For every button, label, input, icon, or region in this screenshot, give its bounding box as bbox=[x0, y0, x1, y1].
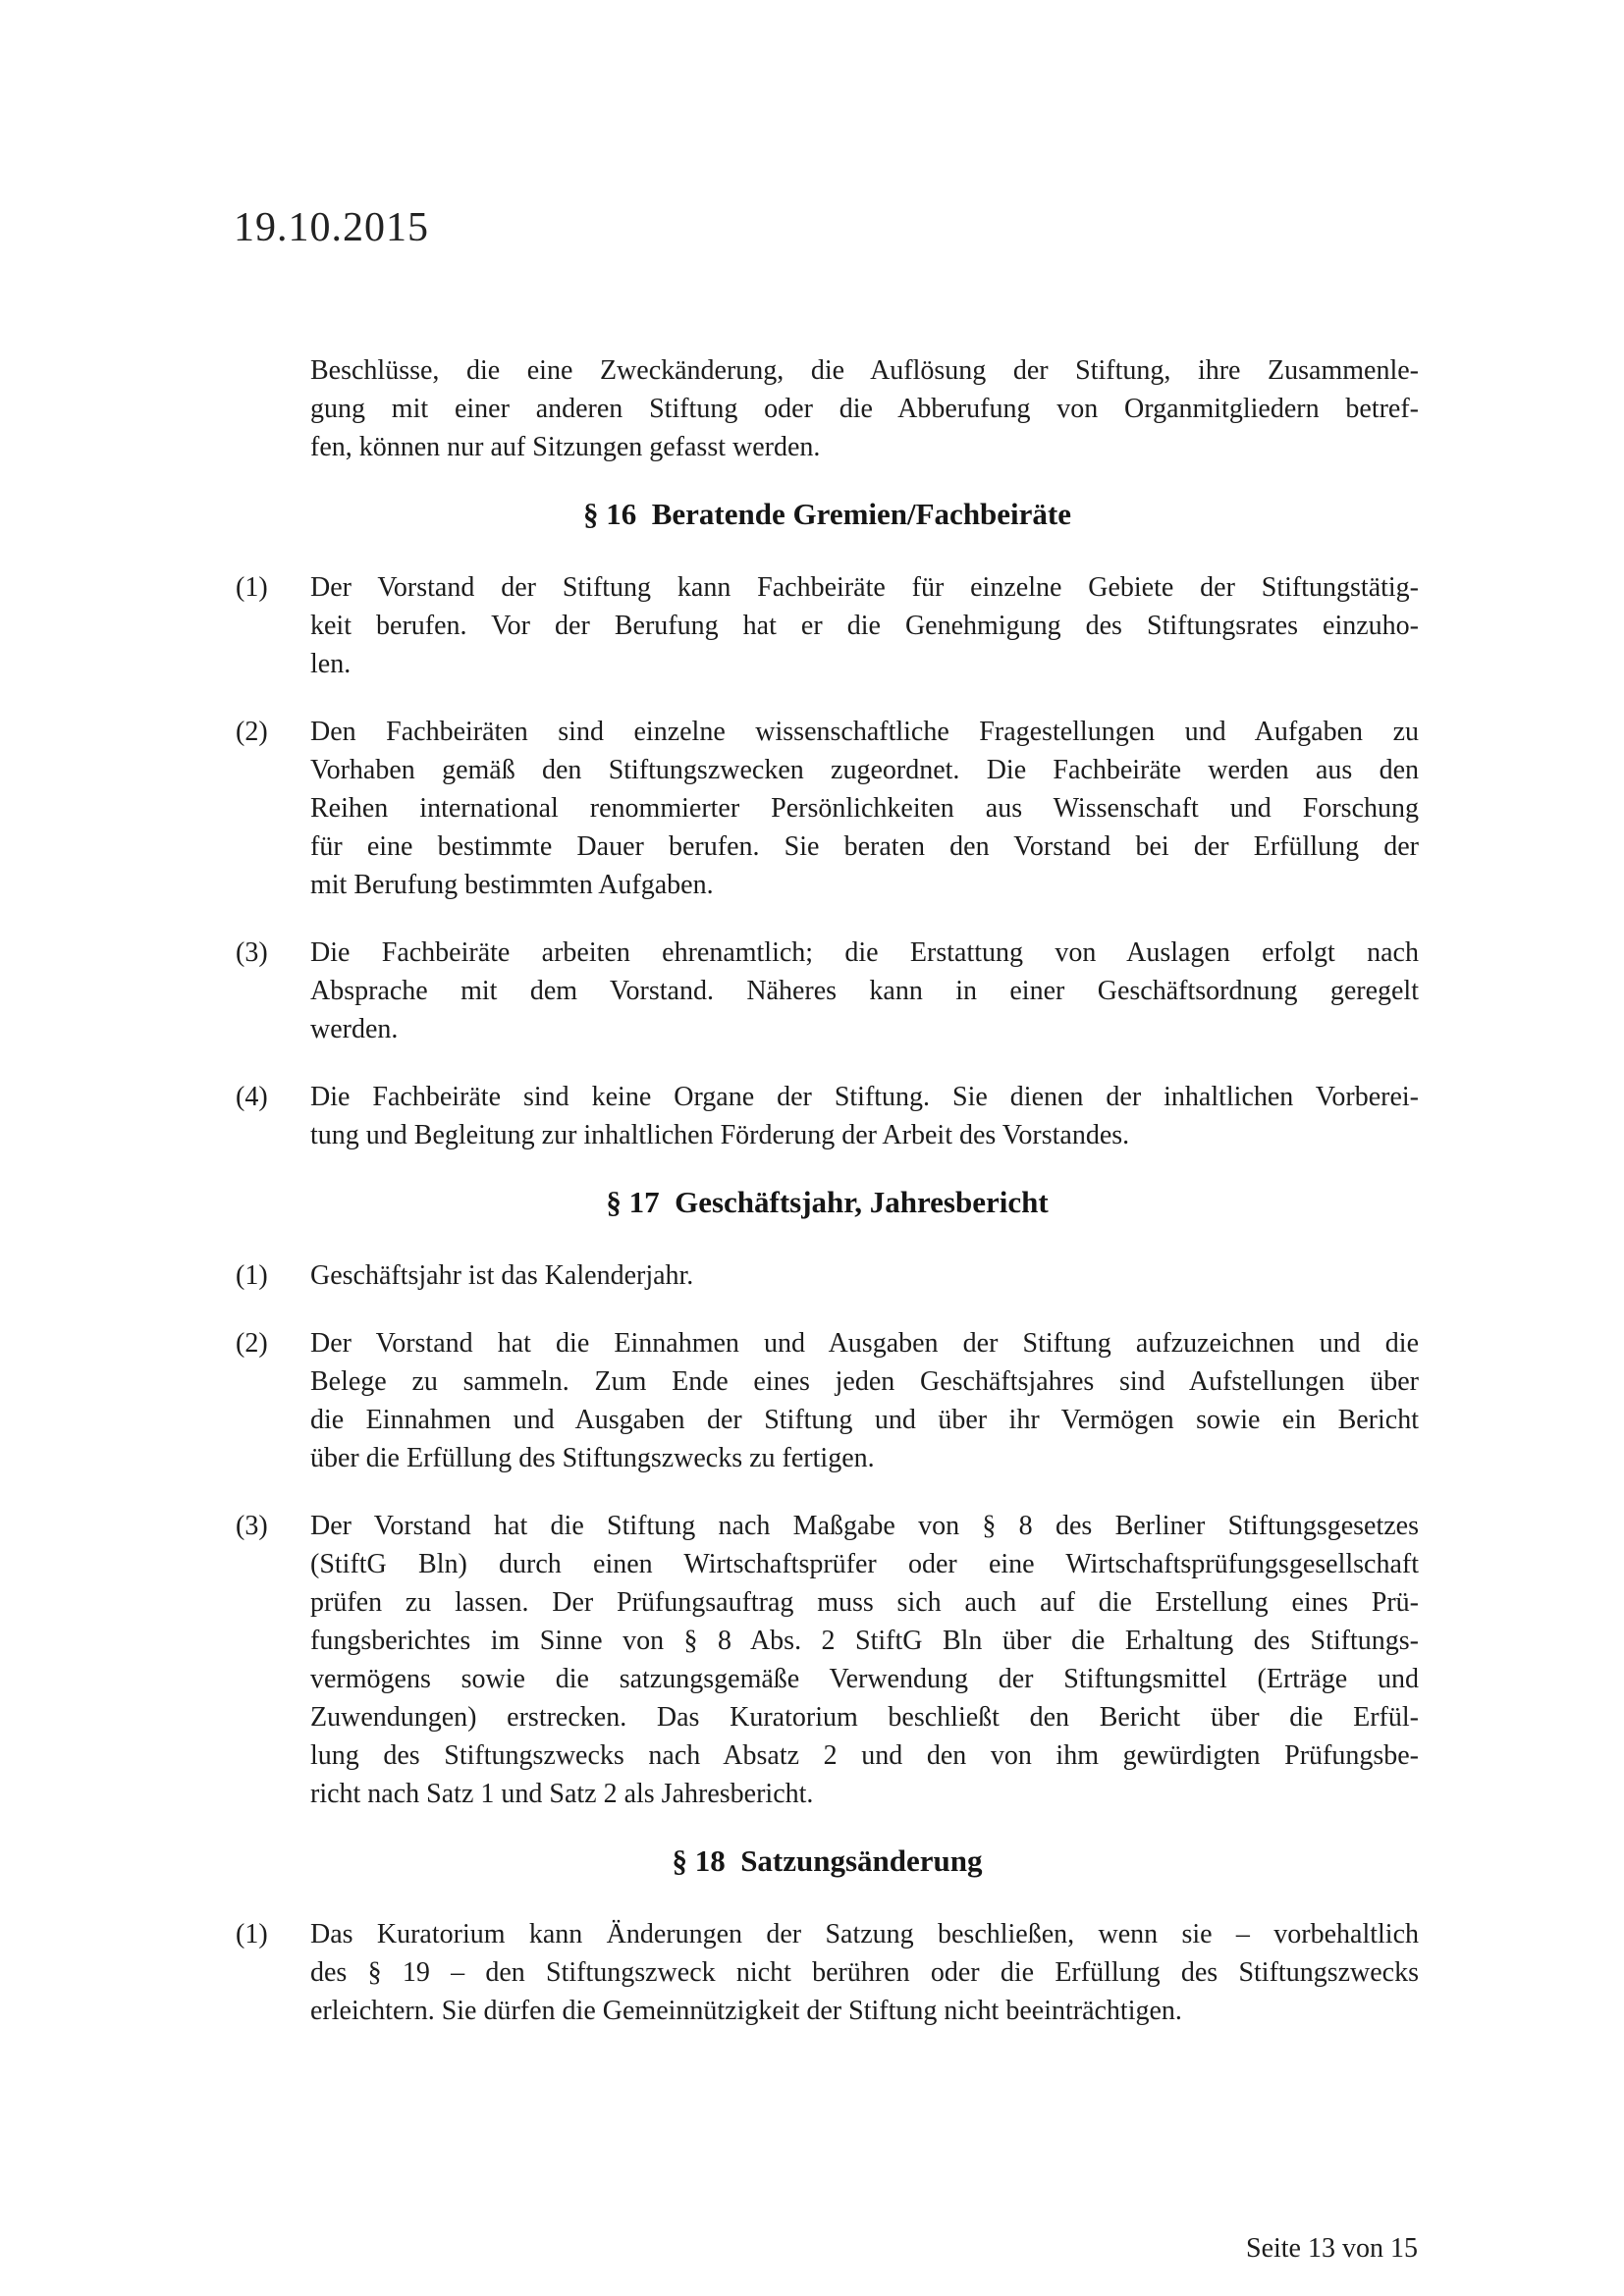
text-line: gung mit einer anderen Stiftung oder die Abberufung von Organmitgliedern betref- bbox=[310, 394, 1419, 424]
paragraph-text bbox=[310, 1256, 1419, 1295]
paragraph bbox=[236, 351, 1419, 466]
text-line: Die Fachbeiräte sind keine Organe der Stiftung. Sie dienen der inhaltlichen Vorberei- bbox=[310, 1082, 1419, 1112]
paragraph bbox=[236, 934, 1419, 1048]
paragraph-text bbox=[310, 1507, 1419, 1813]
text-line: keit berufen. Vor der Berufung hat er die Genehmigung des Stiftungsrates einzuho- bbox=[310, 611, 1419, 641]
paragraph-number: (3) bbox=[236, 937, 268, 968]
text-line: Beschlüsse, die eine Zweckänderung, die Auflösung der Stiftung, ihre Zusammenle- bbox=[310, 355, 1419, 386]
text-line: richt nach Satz 1 und Satz 2 als Jahresbericht. bbox=[310, 1779, 814, 1809]
text-line: Geschäftsjahr ist das Kalenderjahr. bbox=[310, 1260, 694, 1291]
text-line: die Einnahmen und Ausgaben der Stiftung und über ihr Vermögen sowie ein Bericht bbox=[310, 1405, 1419, 1435]
text-line: Der Vorstand der Stiftung kann Fachbeiräte für einzelne Gebiete der Stiftungstätig- bbox=[310, 572, 1419, 603]
section-heading: § 18 Satzungsänderung bbox=[672, 1843, 983, 1878]
text-line: Vorhaben gemäß den Stiftungszwecken zugeordnet. Die Fachbeiräte werden aus den bbox=[310, 755, 1419, 785]
document-date: 19.10.2015 bbox=[234, 205, 429, 250]
text-line: Der Vorstand hat die Stiftung nach Maßgabe von § 8 des Berliner Stiftungsgesetzes bbox=[310, 1511, 1419, 1541]
text-line: lung des Stiftungszwecks nach Absatz 2 und den von ihm gewürdigten Prüfungsbe- bbox=[310, 1740, 1419, 1771]
text-line: Der Vorstand hat die Einnahmen und Ausgaben der Stiftung aufzuzeichnen und die bbox=[310, 1328, 1419, 1359]
text-line: Zuwendungen) erstrecken. Das Kuratorium beschließt den Bericht über die Erfül- bbox=[310, 1702, 1419, 1733]
text-line: Absprache mit dem Vorstand. Näheres kann in einer Geschäftsordnung geregelt bbox=[310, 976, 1419, 1006]
text-line: Die Fachbeiräte arbeiten ehrenamtlich; die Erstattung von Auslagen erfolgt nach bbox=[310, 937, 1419, 968]
text-line: (StiftG Bln) durch einen Wirtschaftsprüfer oder eine Wirtschaftsprüfungsgesellschaft bbox=[310, 1549, 1419, 1579]
document-body bbox=[236, 351, 1419, 2059]
text-line: fen, können nur auf Sitzungen gefasst werden. bbox=[310, 432, 821, 462]
paragraph bbox=[236, 1915, 1419, 2030]
paragraph-number bbox=[236, 351, 310, 466]
text-line: über die Erfüllung des Stiftungszwecks zu fertigen. bbox=[310, 1443, 875, 1473]
paragraph-number: (2) bbox=[236, 1328, 268, 1359]
text-line: mit Berufung bestimmten Aufgaben. bbox=[310, 870, 714, 900]
paragraph-text bbox=[310, 934, 1419, 1048]
paragraph bbox=[236, 1256, 1419, 1295]
paragraph-text bbox=[310, 1324, 1419, 1477]
paragraph bbox=[236, 713, 1419, 904]
paragraph bbox=[236, 1507, 1419, 1813]
text-line: len. bbox=[310, 649, 352, 679]
paragraph-number: (2) bbox=[236, 717, 268, 747]
text-line: fungsberichtes im Sinne von § 8 Abs. 2 StiftG Bln über die Erhaltung des Stiftungs- bbox=[310, 1626, 1419, 1656]
paragraph-text bbox=[310, 1078, 1419, 1154]
section-heading: § 16 Beratende Gremien/Fachbeiräte bbox=[582, 497, 1072, 531]
paragraph-number: (3) bbox=[236, 1511, 268, 1541]
paragraph bbox=[236, 568, 1419, 683]
text-line: für eine bestimmte Dauer berufen. Sie beraten den Vorstand bei der Erfüllung der bbox=[310, 831, 1419, 862]
section-heading: § 17 Geschäftsjahr, Jahresbericht bbox=[606, 1185, 1049, 1219]
paragraph bbox=[236, 1324, 1419, 1477]
paragraph-text bbox=[310, 1915, 1419, 2030]
text-line: werden. bbox=[310, 1014, 399, 1044]
text-line: erleichtern. Sie dürfen die Gemeinnützigkeit der Stiftung nicht beeinträchtigen. bbox=[310, 1996, 1182, 2026]
paragraph-text bbox=[310, 713, 1419, 904]
paragraph-text bbox=[310, 568, 1419, 683]
text-line: prüfen zu lassen. Der Prüfungsauftrag muss sich auch auf die Erstellung eines Prü- bbox=[310, 1587, 1419, 1618]
paragraph-number: (1) bbox=[236, 572, 268, 603]
paragraph-number: (4) bbox=[236, 1082, 268, 1112]
text-line: Reihen international renommierter Persönlichkeiten aus Wissenschaft und Forschung bbox=[310, 793, 1419, 824]
text-line: tung und Begleitung zur inhaltlichen Förderung der Arbeit des Vorstandes. bbox=[310, 1120, 1130, 1150]
text-line: Das Kuratorium kann Änderungen der Satzung beschließen, wenn sie – vorbehaltlich bbox=[310, 1919, 1419, 1949]
paragraph-text bbox=[310, 351, 1419, 466]
text-line: vermögens sowie die satzungsgemäße Verwendung der Stiftungsmittel (Erträge und bbox=[310, 1664, 1419, 1694]
text-line: des § 19 – den Stiftungszweck nicht berühren oder die Erfüllung des Stiftungszwecks bbox=[310, 1957, 1419, 1988]
text-line: Belege zu sammeln. Zum Ende eines jeden Geschäftsjahres sind Aufstellungen über bbox=[310, 1366, 1419, 1397]
paragraph-number: (1) bbox=[236, 1919, 268, 1949]
page-number-footer: Seite 13 von 15 bbox=[1246, 2233, 1418, 2264]
paragraph bbox=[236, 1078, 1419, 1154]
paragraph-number: (1) bbox=[236, 1260, 268, 1291]
text-line: Den Fachbeiräten sind einzelne wissenschaftliche Fragestellungen und Aufgaben zu bbox=[310, 717, 1419, 747]
